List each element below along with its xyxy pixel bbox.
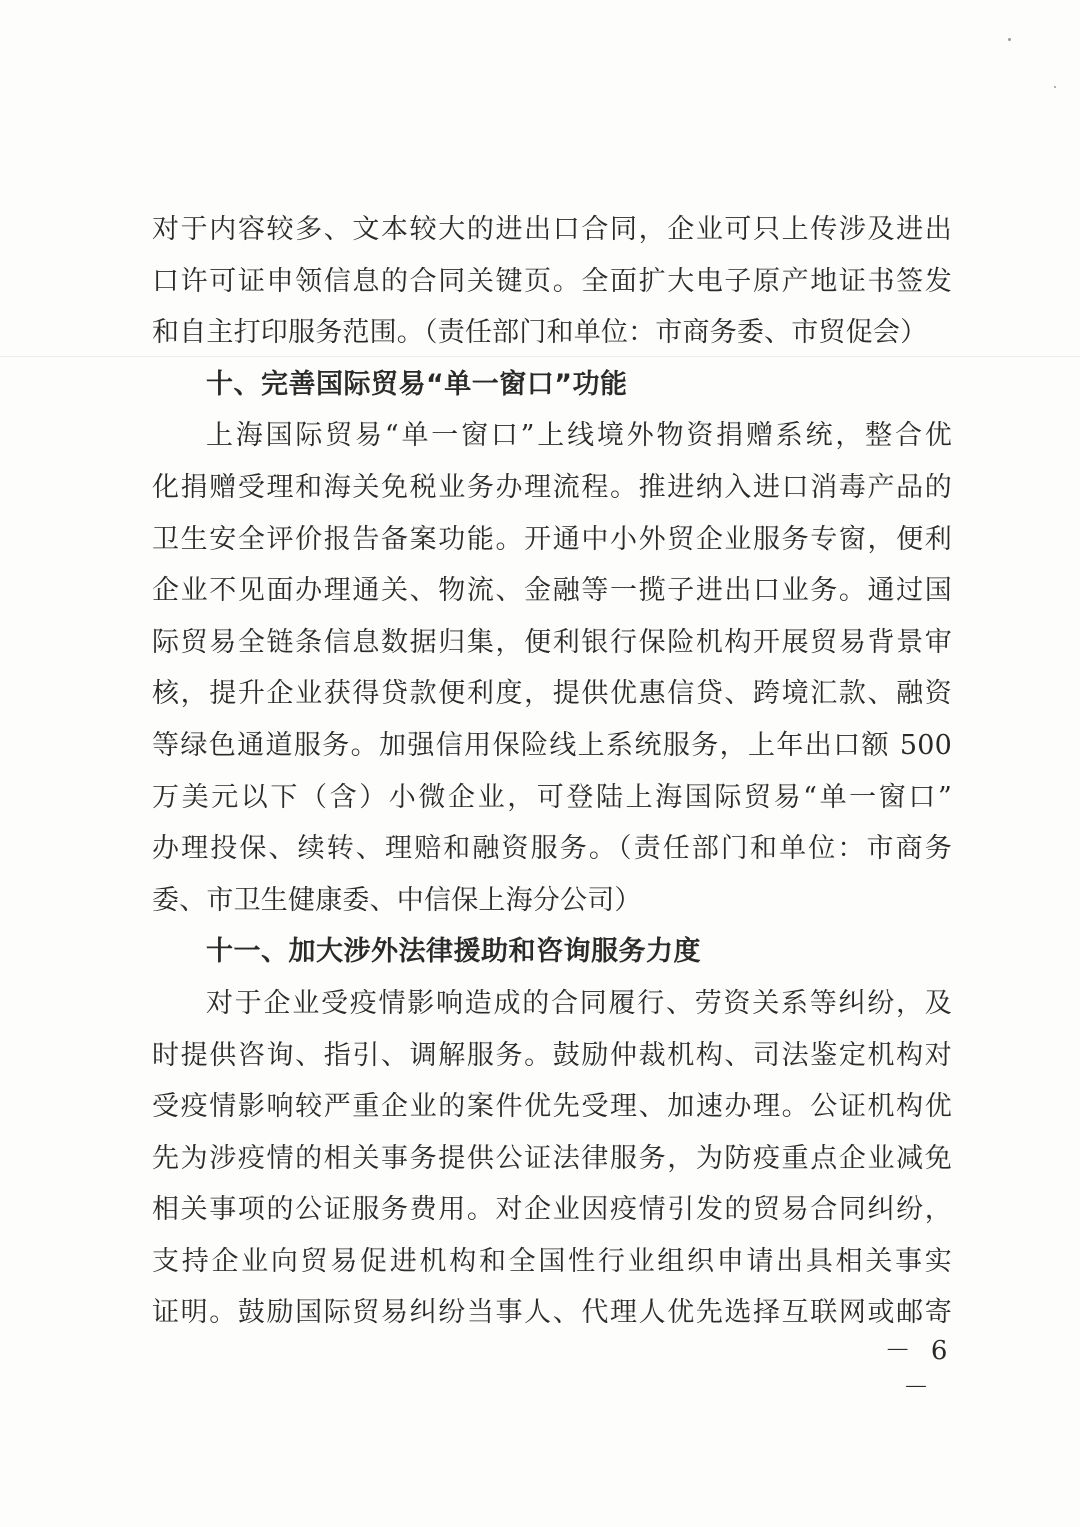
paragraph-line: 时提供咨询、指引、调解服务。鼓励仲裁机构、司法鉴定机构对 (152, 1039, 952, 1071)
page-number: － 6 － (884, 1336, 954, 1403)
paragraph-line: 对于内容较多、文本较大的进出口合同，企业可只上传涉及进出 (152, 214, 952, 245)
paragraph-line: 先为涉疫情的相关事务提供公证法律服务，为防疫重点企业减免 (152, 1142, 952, 1174)
paragraph-line: 和自主打印服务范围。（责任部门和单位：市商务委、市贸促会） (152, 317, 928, 349)
paragraph-line: 化捐赠受理和海关免税业务办理流程。推进纳入进口消毒产品的 (152, 471, 952, 503)
paragraph-line: 万美元以下（含）小微企业，可登陆上海国际贸易“单一窗口” (152, 781, 952, 813)
paragraph-line: 相关事项的公证服务费用。对企业因疫情引发的贸易合同纠纷， (152, 1194, 952, 1226)
paragraph-line: 企业不见面办理通关、物流、金融等一揽子进出口业务。通过国 (152, 575, 952, 607)
section-heading: 十、完善国际贸易“单一窗口”功能 (206, 368, 628, 400)
paragraph-line: 际贸易全链条信息数据归集，便利银行保险机构开展贸易背景审 (152, 626, 952, 658)
paragraph-line: 核，提升企业获得贷款便利度，提供优惠信贷、跨境汇款、融资 (152, 678, 952, 710)
paragraph-line: 对于企业受疫情影响造成的合同履行、劳资关系等纠纷，及 (206, 987, 952, 1019)
paragraph-line: 等绿色通道服务。加强信用保险线上系统服务，上年出口额 500 (152, 729, 952, 761)
paragraph-line: 办理投保、续转、理赔和融资服务。（责任部门和单位：市商务 (152, 833, 952, 865)
document-body (152, 204, 952, 1339)
section-heading: 十一、加大涉外法律援助和咨询服务力度 (206, 936, 701, 968)
paragraph-line: 口许可证申领信息的合同关键页。全面扩大电子原产地证书签发 (152, 265, 952, 297)
paragraph-line: 委、市卫生健康委、中信保上海分公司） (152, 884, 642, 916)
paragraph-line: 证明。鼓励国际贸易纠纷当事人、代理人优先选择互联网或邮寄 (152, 1297, 952, 1329)
paragraph-line: 受疫情影响较严重企业的案件优先受理、加速办理。公证机构优 (152, 1091, 952, 1123)
paragraph-line: 支持企业向贸易促进机构和全国性行业组织申请出具相关事实 (152, 1245, 952, 1277)
scan-speck (1008, 38, 1011, 41)
paragraph-line: 上海国际贸易“单一窗口”上线境外物资捐赠系统，整合优 (206, 420, 952, 452)
scan-speck (1054, 86, 1056, 88)
paragraph-line: 卫生安全评价报告备案功能。开通中小外贸企业服务专窗，便利 (152, 523, 952, 555)
